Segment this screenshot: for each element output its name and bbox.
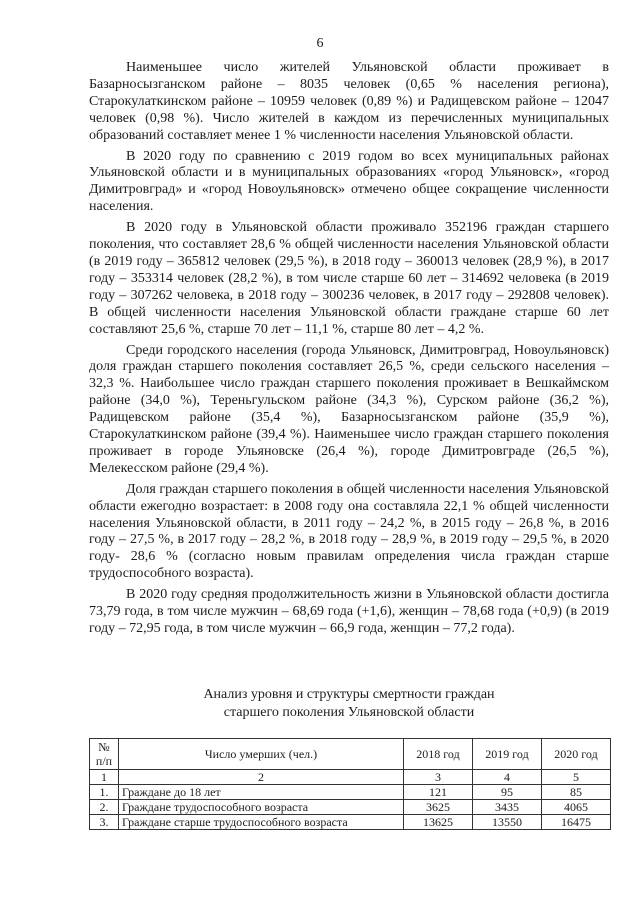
paragraph: В 2020 году средняя продолжительность жизни в Ульяновской области достигла 73,79 года, в том числе мужчин – 68,69 года (+1,6), женщин – 78,68 года (+0,9) (в 2019 году – 72,95 года, в том числе мужчин – 66,9 года, женщин – 77,2 года). — [89, 587, 609, 636]
table-cell: 121 — [404, 785, 473, 800]
table-caption-line: старшего поколения Ульяновской области — [223, 705, 475, 720]
table-cell: 13550 — [473, 815, 542, 830]
table-cell: Граждане трудоспособного возраста — [119, 800, 404, 815]
body-text — [89, 60, 609, 642]
table-cell: 3435 — [473, 800, 542, 815]
table-cell: 1. — [90, 785, 119, 800]
table-cell: 3 — [404, 770, 473, 785]
paragraph: В 2020 году в Ульяновской области проживало 352196 граждан старшего поколения, что составляет 28,6 % общей численности населения Ульяновской области (в 2019 году – 365812 человек (29,5 %), в 2018 году – 360013 человек (28,9 %), в 2017 году – 353314 человек (28,2 %), в том числе старше 60 лет – 314692 человека (в 2019 году – 307262 человека, в 2018 году – 300236 человек, в 2017 году – 292808 человек). В общей численности населения Ульяновской области граждане старше 60 лет составляют 25,6 %, старше 70 лет – 11,1 %, старше 80 лет – 4,2 %. — [89, 220, 609, 337]
table-cell: Граждане до 18 лет — [119, 785, 404, 800]
paragraph: Наименьшее число жителей Ульяновской области проживает в Базарносызганском районе – 8035 человек (0,65 % населения региона), Старокулаткинском районе – 10959 человек (0,89 %) и Радищевском районе – 12047 человек (0,98 %). Число жителей в каждом из перечисленных муниципальных образований составляет менее 1 % численности населения Ульяновской области. — [89, 60, 609, 143]
table-cell: 5 — [542, 770, 611, 785]
table-header-row — [90, 739, 611, 770]
header-cell-2019: 2019 год — [473, 739, 542, 770]
header-cell-2020: 2020 год — [542, 739, 611, 770]
table-cell: 85 — [542, 785, 611, 800]
table-row — [90, 785, 611, 800]
paragraph: Среди городского населения (города Ульяновск, Димитровград, Новоульяновск) доля граждан старшего поколения составляет 26,5 %, среди сельского населения – 32,3 %. Наибольшее число граждан старшего поколения проживает в Вешкаймском районе (34,0 %), Тереньгульском районе (34,3 %), Сурском районе (36,2 %), Радищевском районе (35,4 %), Базарносызганском районе (35,9 %), Старокулаткинском районе (39,4 %). Наименьшее число граждан старшего поколения проживает в городе Ульяновске (26,4 %), городе Димитровграде (26,5 %), Мелекесском районе (29,4 %). — [89, 342, 609, 476]
table-cell: 4 — [473, 770, 542, 785]
table-cell: Граждане старше трудоспособного возраста — [119, 815, 404, 830]
table-cell: 2. — [90, 800, 119, 815]
table-numbering-row — [90, 770, 611, 785]
header-cell-2018: 2018 год — [404, 739, 473, 770]
table-row — [90, 800, 611, 815]
page-number: 6 — [316, 36, 324, 51]
mortality-table — [89, 738, 611, 830]
paragraph: Доля граждан старшего поколения в общей численности населения Ульяновской области ежегодно возрастает: в 2008 году она составляла 22,1 % общей численности населения Ульяновской области, в 2011 году – 24,2 %, в 2015 году – 26,8 %, в 2016 году – 27,5 %, в 2017 году – 28,2 %, в 2018 году – 28,9 %, в 2019 году – 29,5 %, в 2020 году- 28,6 % (согласно новым правилам определения числа граждан старше трудоспособного возраста). — [89, 481, 609, 582]
table-caption-line: Анализ уровня и структуры смертности граждан — [203, 687, 495, 702]
table-caption — [89, 686, 609, 722]
table-cell: 1 — [90, 770, 119, 785]
table-cell: 95 — [473, 785, 542, 800]
table-cell: 16475 — [542, 815, 611, 830]
table-cell: 2 — [119, 770, 404, 785]
table-cell: 13625 — [404, 815, 473, 830]
table-cell: 3. — [90, 815, 119, 830]
header-cell-number: № п/п — [90, 739, 119, 770]
table-cell: 4065 — [542, 800, 611, 815]
table-cell: 3625 — [404, 800, 473, 815]
table-row — [90, 815, 611, 830]
header-cell-category: Число умерших (чел.) — [119, 739, 404, 770]
paragraph: В 2020 году по сравнению с 2019 годом во всех муниципальных районах Ульяновской области и в муниципальных образованиях «город Ульяновск», «город Димитровград» и «город Новоульяновск» отмечено общее сокращение численности населения. — [89, 148, 609, 215]
